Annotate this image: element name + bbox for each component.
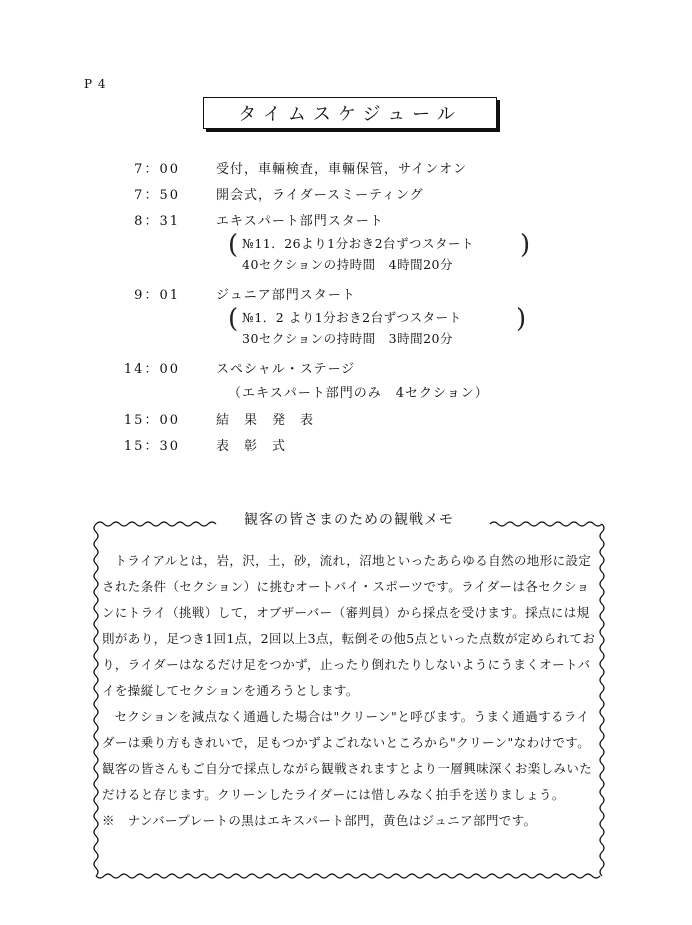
detail-line: 30セクションの持時間 3時間20分 [242,331,454,346]
schedule-desc: ジュニア部門スタート [216,288,356,303]
schedule-time: 14：00 [123,362,180,377]
memo-paragraph: セクションを減点なく通過した場合は"クリーン"と呼びます。うまく通過するライダーは乗り方もきれいで，足もつかずよごれないところから"クリーン"なわけです。観客の皆さんもご自分で採点しながら観戦されますとより一層興味深くお楽しみいただけると存じます。クリーンしたライダーには惜しみなく拍手を送りましょう。 [102,709,593,802]
schedule-desc: エキスパート部門スタート [216,214,384,229]
memo-body [102,548,602,834]
paren-left-icon: ( [228,230,239,260]
schedule-desc: 表 彰 式 [216,439,287,454]
schedule-note-text: （エキスパート部門のみ 4セクション） [228,386,489,401]
schedule-time: 7：50 [134,188,180,203]
schedule-desc: 結 果 発 表 [216,413,315,428]
page-number: P 4 [84,77,107,91]
detail-line: №11．26より1分おき2台ずつスタート [242,236,475,251]
schedule-detail [228,230,531,277]
schedule-time: 7：00 [134,162,180,177]
viewing-memo-box [90,512,608,884]
schedule-time: 15：30 [123,439,180,454]
schedule-desc: 受付，車輛検査，車輛保管，サインオン [216,162,468,177]
schedule-time: 8：31 [134,214,180,229]
paren-right-icon: ) [520,230,531,260]
memo-title: 観客の皆さまのための観戦メモ [238,512,460,528]
schedule-desc: 開会式，ライダースミーティング [216,188,424,203]
page-title: タイムスケジュール [203,97,497,129]
paren-left-icon: ( [228,304,239,334]
schedule-detail [228,304,530,351]
schedule-time: 9：01 [134,288,180,303]
memo-note: ※ ナンバープレートの黒はエキスパート部門，黄色はジュニア部門です。 [102,813,537,828]
detail-line: 40セクションの持時間 4時間20分 [242,257,454,272]
paren-right-icon: ) [516,304,527,334]
detail-line: №1．2 より1分おき2台ずつスタート [242,310,462,325]
memo-paragraph: トライアルとは，岩，沢，土，砂，流れ，沼地といったあらゆる自然の地形に設定された条件（セクション）に挑むオートバイ・スポーツです。ライダーは各セクションにトライ（挑戦）して，オブザーバー（審判員）から採点を受けます。採点には規則があり，足つき1回1点，2回以上3点，転倒その他5点といった点数が定められており，ライダーはなるだけ足をつかず，止ったり倒れたりしないようにうまくオートバイを操縦してセクションを通ろうとします。 [102,553,596,698]
schedule-desc: スペシャル・ステージ [216,362,356,377]
schedule-time: 15：00 [123,413,180,428]
